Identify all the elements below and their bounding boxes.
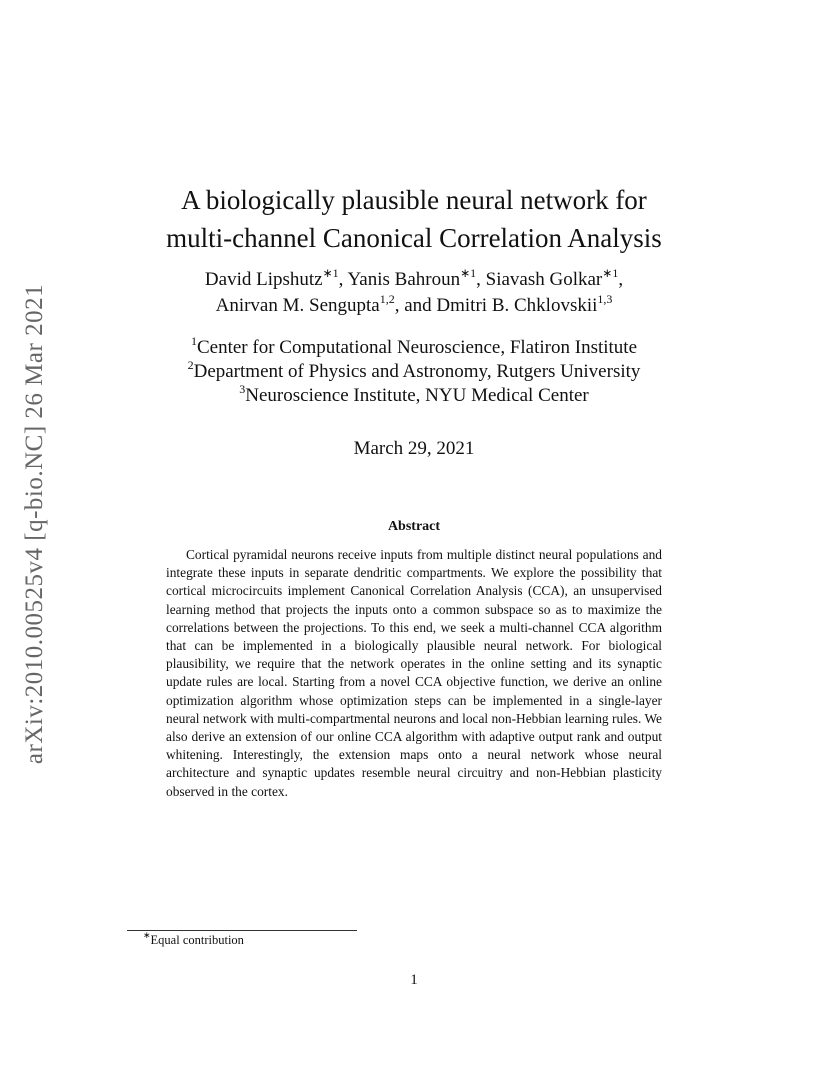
author-separator: ,	[476, 269, 486, 290]
author-separator: ,	[618, 269, 624, 290]
footnote-text: Equal contribution	[150, 933, 244, 947]
author-mark: 1,2	[379, 291, 395, 306]
author-line-1	[0, 267, 828, 293]
affiliation-list	[0, 333, 828, 408]
author-name: David Lipshutz	[204, 269, 323, 290]
author-mark: ∗1	[460, 265, 477, 280]
paper-title	[0, 181, 828, 257]
abstract-heading: Abstract	[387, 519, 441, 534]
author-separator: ,	[338, 269, 348, 290]
affiliation-text: Neuroscience Institute, NYU Medical Center	[245, 385, 589, 406]
title-line-1: A biologically plausible neural network for	[181, 185, 647, 215]
footnote	[143, 929, 244, 948]
author-separator: , and	[394, 295, 437, 316]
author-mark: ∗1	[322, 265, 339, 280]
page-number: 1	[410, 972, 418, 988]
affiliation-text: Center for Computational Neuroscience, Flatiron Institute	[196, 337, 638, 358]
author-mark: ∗1	[602, 265, 619, 280]
abstract-text: Cortical pyramidal neurons receive inputs from multiple distinct neural populations and integrate these inputs in separate dendritic compartments. We explore the possibility that cortical microcircuits implement Canonical Correlation Analysis (CCA), an unsupervised learning method that projects the inputs onto a common subspace so as to maximize the correlations between the projections. To this end, we seek a multi-channel CCA algorithm that can be implemented in a biologically plausible neural network. For biological plausibility, we require that the network operates in the online setting and its synaptic update rules are local. Starting from a novel CCA objective function, we derive an online optimization algorithm whose optimization steps can be implemented in a single-layer neural network with multi-compartmental neurons and local non-Hebbian learning rules. We also derive an extension of our online CCA algorithm with adaptive output rank and output whitening. Interestingly, the extension maps onto a neural network whose neural architecture and synaptic updates resemble neural circuitry and non-Hebbian plasticity observed in the cortex.	[166, 547, 662, 799]
title-line-2: multi-channel Canonical Correlation Analysis	[166, 223, 662, 253]
footnote-divider	[127, 930, 357, 931]
author-name: Siavash Golkar	[485, 269, 603, 290]
affiliation-text: Department of Physics and Astronomy, Rutgers University	[193, 361, 641, 382]
arxiv-identifier: arXiv:2010.00525v4 [q-bio.NC] 26 Mar 2021	[21, 283, 48, 765]
affiliation	[0, 333, 828, 360]
affiliation	[0, 357, 828, 384]
affiliation-mark: 2	[187, 357, 194, 372]
publication-date: March 29, 2021	[353, 438, 475, 459]
affiliation-mark: 3	[239, 381, 246, 396]
author-name: Dmitri B. Chklovskii	[436, 295, 598, 316]
author-name: Anirvan M. Sengupta	[215, 295, 380, 316]
author-list	[0, 267, 828, 319]
affiliation	[0, 381, 828, 408]
author-line-2	[0, 293, 828, 319]
author-mark: 1,3	[597, 291, 613, 306]
footnote-mark: ∗	[143, 929, 151, 940]
affiliation-mark: 1	[190, 333, 197, 348]
author-name: Yanis Bahroun	[347, 269, 461, 290]
